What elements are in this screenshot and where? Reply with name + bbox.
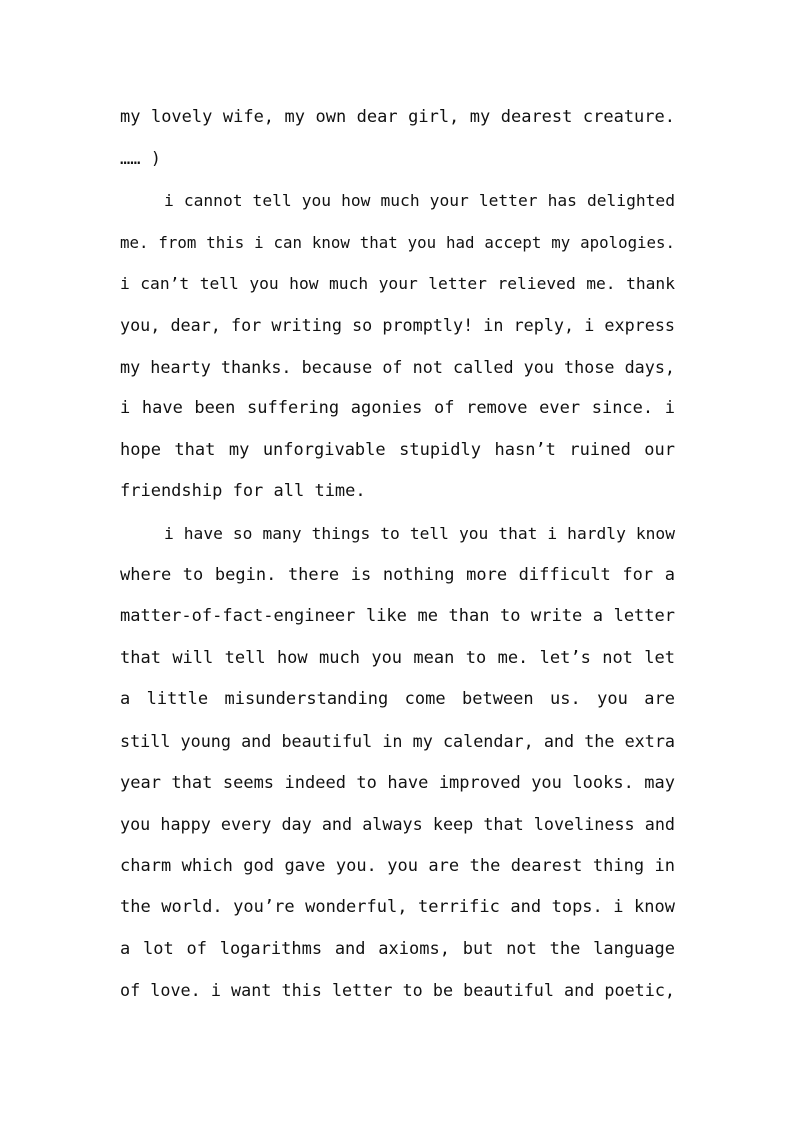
paragraph-2 bbox=[120, 180, 675, 513]
text-line: year that seems indeed to have improved you looks. may bbox=[120, 772, 675, 793]
text-line: my lovely wife, my own dear girl, my dearest creature. bbox=[120, 107, 675, 127]
paragraph-3 bbox=[120, 513, 675, 1012]
text-line: i can’t tell you how much your letter relieved me. thank bbox=[120, 274, 675, 294]
text-line: charm which god gave you. you are the dearest thing in bbox=[120, 855, 675, 876]
text-line: matter-of-fact-engineer like me than to write a letter bbox=[120, 606, 675, 627]
text-line: i have been suffering agonies of remove ever since. i bbox=[120, 398, 675, 419]
text-line: i cannot tell you how much your letter has delighted bbox=[164, 191, 675, 211]
text-line: still young and beautiful in my calendar, and the extra bbox=[120, 730, 675, 751]
text-line: hope that my unforgivable stupidly hasn’t ruined our bbox=[120, 439, 675, 460]
text-line: of love. i want this letter to be beautiful and poetic, bbox=[120, 980, 675, 1001]
text-line: a lot of logarithms and axioms, but not the language bbox=[120, 938, 675, 959]
text-line: friendship for all time. bbox=[120, 481, 366, 502]
text-line: …… ) bbox=[120, 148, 161, 169]
text-line: the world. you’re wonderful, terrific and tops. i know bbox=[120, 897, 675, 918]
letter-body bbox=[120, 97, 675, 1012]
text-line: that will tell how much you mean to me. let’s not let bbox=[120, 647, 675, 668]
text-line: me. from this i can know that you had accept my apologies. bbox=[120, 232, 675, 252]
text-line: i have so many things to tell you that i hardly know bbox=[164, 523, 675, 543]
text-line: you happy every day and always keep that loveliness and bbox=[120, 814, 675, 835]
text-line: where to begin. there is nothing more difficult for a bbox=[120, 564, 675, 585]
text-line: you, dear, for writing so promptly! in reply, i express bbox=[120, 314, 675, 335]
text-line: a little misunderstanding come between us. you are bbox=[120, 689, 675, 710]
paragraph-1 bbox=[120, 97, 675, 180]
text-line: my hearty thanks. because of not called you those days, bbox=[120, 356, 675, 377]
